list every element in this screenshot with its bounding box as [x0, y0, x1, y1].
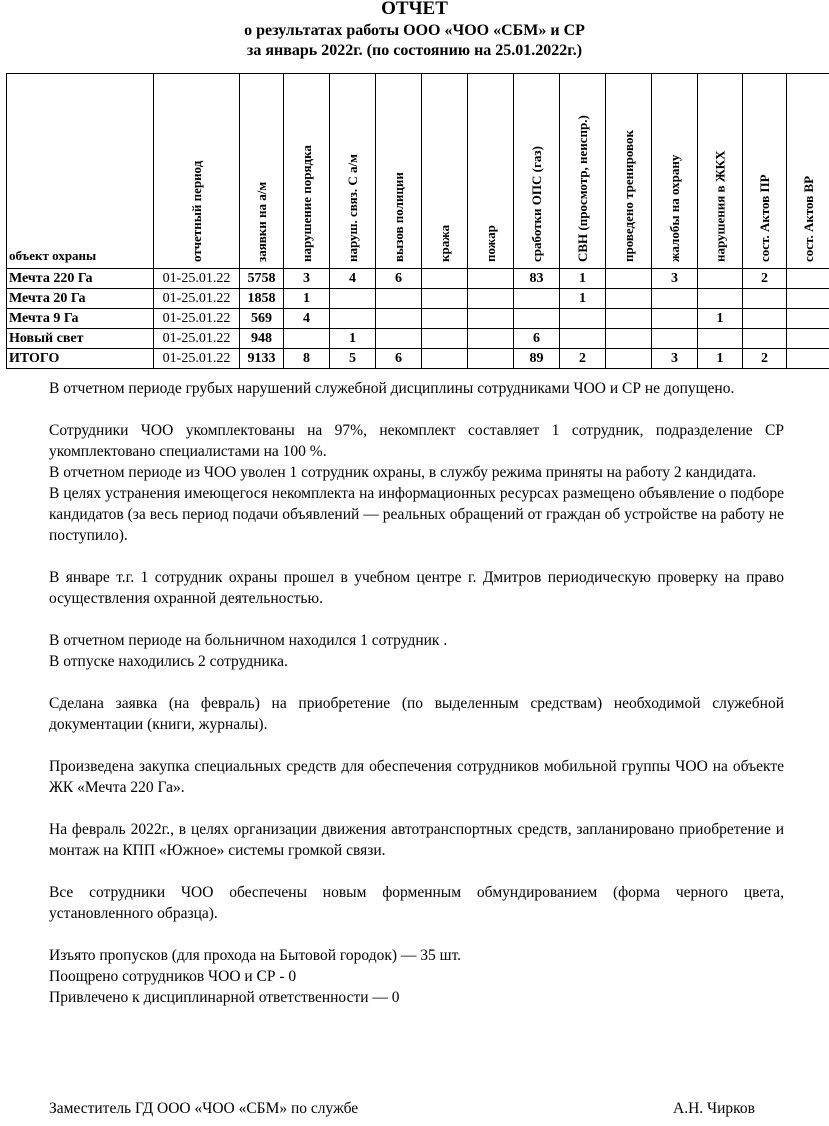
paragraph: На февраль 2022г., в целях организации движения автотранспортных средств, запланировано приобретение и монтаж на КПП «Южное» системы громкой связи. [49, 821, 784, 859]
value-cell [330, 289, 376, 309]
value-cell [606, 289, 652, 309]
value-cell [468, 309, 514, 329]
value-cell: 1 [698, 349, 743, 369]
column-header: вызов полиции [376, 74, 422, 269]
object-name-cell: Мечта 220 Га [7, 269, 154, 289]
value-cell [422, 269, 468, 289]
document-title: ОТЧЕТ [381, 0, 448, 19]
paragraph: Привлечено к дисциплинарной ответственности — 0 [49, 989, 400, 1006]
value-cell: 5758 [240, 269, 284, 289]
value-cell [743, 329, 787, 349]
value-cell: 1 [560, 269, 606, 289]
period-cell: 01-25.01.22 [154, 269, 240, 289]
value-cell [787, 349, 829, 369]
document-subtitle: о результатах работы ООО «ЧОО «СБМ» и СР [244, 22, 585, 39]
value-cell [514, 289, 560, 309]
paragraph: В целях устранения имеющегося некомплекта на информационных ресурсах размещено объявление о подборе кандидатов (за весь период подачи объявлений — реальных обращений от граждан об устройстве на работу не поступило). [49, 485, 784, 544]
period-cell: 01-25.01.22 [154, 349, 240, 369]
table-body [7, 269, 829, 369]
value-cell [422, 289, 468, 309]
value-cell [606, 269, 652, 289]
value-cell: 948 [240, 329, 284, 349]
table-row [7, 349, 829, 369]
value-cell [468, 329, 514, 349]
table-row [7, 309, 829, 329]
value-cell [606, 329, 652, 349]
value-cell: 8 [284, 349, 330, 369]
value-cell [376, 309, 422, 329]
value-cell [468, 349, 514, 369]
column-header: сработки ОПС (газ) [514, 74, 560, 269]
value-cell [787, 309, 829, 329]
value-cell [284, 329, 330, 349]
value-cell [330, 309, 376, 329]
value-cell: 3 [284, 269, 330, 289]
object-name-cell: Мечта 9 Га [7, 309, 154, 329]
value-cell [376, 329, 422, 349]
period-cell: 01-25.01.22 [154, 309, 240, 329]
value-cell: 2 [560, 349, 606, 369]
value-cell: 4 [330, 269, 376, 289]
value-cell: 1 [330, 329, 376, 349]
value-cell: 4 [284, 309, 330, 329]
value-cell [787, 269, 829, 289]
value-cell: 1 [284, 289, 330, 309]
value-cell: 3 [652, 349, 698, 369]
column-header: сост. Актов ВР [787, 74, 829, 269]
signature-position: Заместитель ГД ООО «ЧОО «СБМ» по службе [49, 1100, 359, 1117]
paragraph: В отпуске находились 2 сотрудника. [49, 653, 288, 670]
column-header: сост. Актов ПР [743, 74, 787, 269]
value-cell: 3 [652, 269, 698, 289]
column-header: жалобы на охрану [652, 74, 698, 269]
paragraph: Изъято пропусков (для прохода на Бытовой городок) — 35 шт. [49, 947, 462, 964]
object-name-cell: ИТОГО [7, 349, 154, 369]
paragraph: Все сотрудники ЧОО обеспечены новым форменным обмундированием (форма черного цвета, установленного образца). [49, 884, 784, 922]
value-cell [514, 309, 560, 329]
value-cell: 1858 [240, 289, 284, 309]
value-cell [652, 329, 698, 349]
table-row [7, 289, 829, 309]
report-body [49, 378, 784, 1008]
column-header: пожар [468, 74, 514, 269]
object-name-cell: Новый свет [7, 329, 154, 349]
paragraph: В отчетном периоде из ЧОО уволен 1 сотрудник охраны, в службу режима приняты на работу 2 кандидата. [49, 464, 757, 481]
value-cell: 1 [698, 309, 743, 329]
column-header: наруш. связ. С а/м [330, 74, 376, 269]
paragraph: Сделана заявка (на февраль) на приобретение (по выделенным средствам) необходимой служебной документации (книги, журналы). [49, 695, 784, 733]
column-header: нарушения в ЖКХ [698, 74, 743, 269]
paragraph: В отчетном периоде грубых нарушений служебной дисциплины сотрудниками ЧОО и СР не допущено. [49, 380, 735, 397]
value-cell [422, 309, 468, 329]
value-cell: 83 [514, 269, 560, 289]
value-cell [652, 289, 698, 309]
paragraph: Произведена закупка специальных средств для обеспечения сотрудников мобильной группы ЧОО на объекте ЖК «Мечта 220 Га». [49, 758, 784, 796]
value-cell: 6 [376, 349, 422, 369]
value-cell: 5 [330, 349, 376, 369]
value-cell: 6 [514, 329, 560, 349]
value-cell [652, 309, 698, 329]
paragraph: В отчетном периоде на больничном находился 1 сотрудник . [49, 632, 448, 649]
value-cell: 9133 [240, 349, 284, 369]
value-cell [787, 289, 829, 309]
column-header: кража [422, 74, 468, 269]
value-cell: 89 [514, 349, 560, 369]
column-header: заявки на а/м [240, 74, 284, 269]
value-cell [743, 309, 787, 329]
value-cell [743, 289, 787, 309]
object-name-cell: Мечта 20 Га [7, 289, 154, 309]
signature-name: А.Н. Чирков [673, 1100, 755, 1117]
table-header-row [7, 74, 829, 269]
value-cell [560, 329, 606, 349]
value-cell [698, 329, 743, 349]
value-cell: 569 [240, 309, 284, 329]
table-row [7, 329, 829, 349]
column-header: нарушение порядка [284, 74, 330, 269]
value-cell [422, 329, 468, 349]
value-cell: 2 [743, 349, 787, 369]
period-cell: 01-25.01.22 [154, 289, 240, 309]
paragraph: Поощрено сотрудников ЧОО и СР - 0 [49, 968, 297, 985]
value-cell [422, 349, 468, 369]
paragraph: В январе т.г. 1 сотрудник охраны прошел в учебном центре г. Дмитров периодическую проверку на право осуществления охранной деятельностью. [49, 569, 784, 607]
report-period: за январь 2022г. (по состоянию на 25.01.2022г.) [246, 42, 583, 59]
report-table [6, 73, 829, 369]
value-cell [606, 349, 652, 369]
value-cell [698, 289, 743, 309]
value-cell [560, 309, 606, 329]
value-cell [698, 269, 743, 289]
table-row [7, 269, 829, 289]
column-header: отчетный период [154, 74, 240, 269]
column-header: СВН (просмотр, неиспр.) [560, 74, 606, 269]
period-cell: 01-25.01.22 [154, 329, 240, 349]
value-cell [468, 289, 514, 309]
paragraph: Сотрудники ЧОО укомплектованы на 97%, некомплект составляет 1 сотрудник, подразделение СР укомплектовано специалистами на 100 %. [49, 422, 784, 460]
value-cell: 6 [376, 269, 422, 289]
column-header: объект охраны [7, 74, 154, 269]
value-cell: 2 [743, 269, 787, 289]
value-cell: 1 [560, 289, 606, 309]
column-header: проведено тренировок [606, 74, 652, 269]
value-cell [468, 269, 514, 289]
value-cell [787, 329, 829, 349]
value-cell [606, 309, 652, 329]
value-cell [376, 289, 422, 309]
